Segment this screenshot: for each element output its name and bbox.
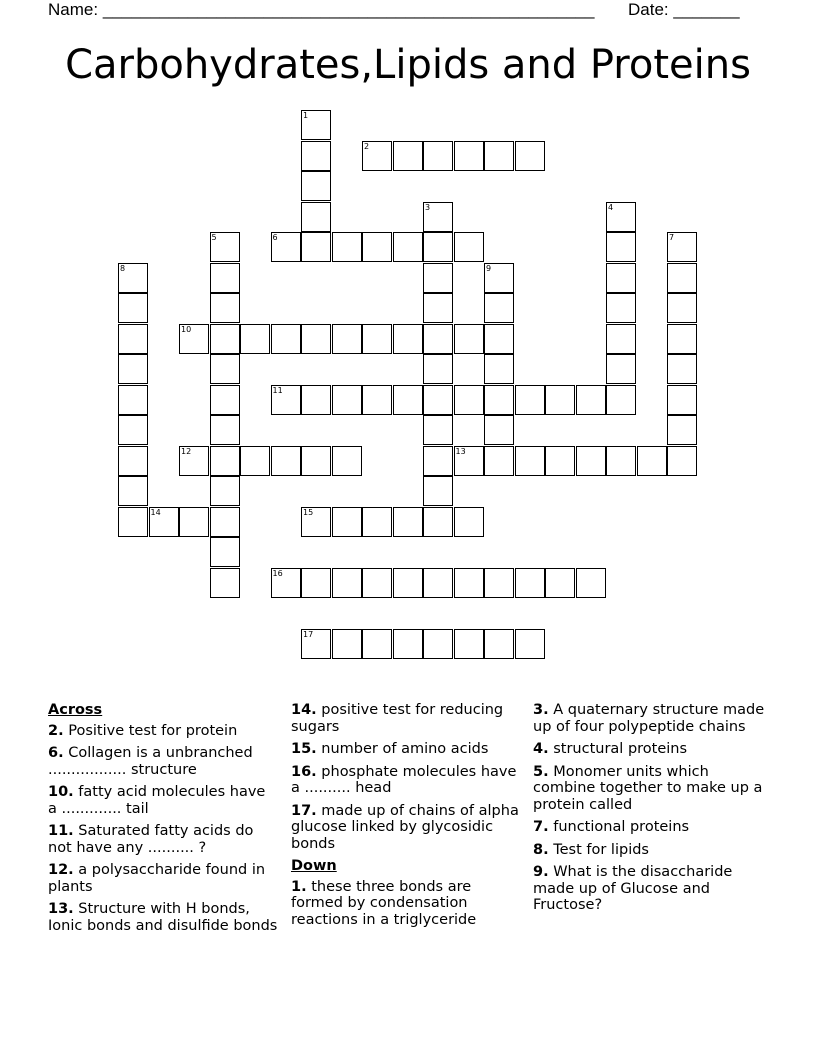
grid-cell[interactable] — [454, 324, 484, 354]
grid-cell[interactable] — [484, 446, 514, 476]
grid-cell[interactable] — [301, 629, 331, 659]
grid-cell[interactable] — [210, 507, 240, 537]
grid-cell[interactable] — [362, 568, 392, 598]
grid-cell[interactable] — [362, 385, 392, 415]
grid-cell[interactable] — [210, 385, 240, 415]
clue-number: 14 — [150, 507, 161, 517]
grid-cell[interactable] — [393, 568, 423, 598]
grid-cell[interactable] — [423, 476, 453, 506]
grid-cell[interactable] — [576, 568, 606, 598]
grid-cell[interactable] — [423, 446, 453, 476]
name-label: Name: — [48, 0, 99, 19]
grid-cell[interactable] — [423, 354, 453, 384]
across-heading: Across — [48, 702, 103, 718]
grid-cell[interactable] — [606, 202, 636, 232]
grid-cell[interactable] — [332, 324, 362, 354]
grid-cell[interactable] — [423, 507, 453, 537]
grid-cell[interactable] — [301, 202, 331, 232]
grid-cell[interactable] — [393, 232, 423, 262]
grid-cell[interactable] — [667, 354, 697, 384]
grid-cell[interactable] — [484, 415, 514, 445]
grid-cell[interactable] — [454, 446, 484, 476]
clue-number: 3 — [425, 202, 431, 212]
grid-cell[interactable] — [332, 568, 362, 598]
grid-cell[interactable] — [667, 293, 697, 323]
clue-across-17: 17. made up of chains of alpha glucose linked by glycosidic bonds — [291, 802, 519, 852]
grid-cell[interactable] — [484, 263, 514, 293]
grid-cell[interactable] — [271, 446, 301, 476]
clue-across-10: 10. fatty acid molecules have a ............. tail — [48, 784, 266, 817]
grid-cell[interactable] — [118, 385, 148, 415]
clue-down-4: 4. structural proteins — [533, 741, 688, 757]
clue-across-12: 12. a polysaccharide found in plants — [48, 862, 266, 895]
grid-cell[interactable] — [210, 415, 240, 445]
grid-cell[interactable] — [332, 629, 362, 659]
grid-cell[interactable] — [606, 385, 636, 415]
grid-cell[interactable] — [210, 232, 240, 262]
clue-number: 1 — [303, 111, 309, 120]
grid-cell[interactable] — [301, 568, 331, 598]
grid-cell[interactable] — [606, 232, 636, 262]
grid-cell[interactable] — [423, 324, 453, 354]
grid-cell[interactable] — [393, 629, 423, 659]
name-blank[interactable]: ____________________________________________________ — [102, 0, 595, 19]
grid-cell[interactable] — [210, 446, 240, 476]
grid-cell[interactable] — [210, 476, 240, 506]
grid-cell[interactable] — [118, 446, 148, 476]
grid-cell[interactable] — [118, 415, 148, 445]
grid-cell[interactable] — [667, 415, 697, 445]
clue-number: 12 — [181, 446, 192, 456]
grid-cell[interactable] — [118, 263, 148, 293]
clue-number: 9 — [486, 263, 492, 273]
grid-cell[interactable] — [362, 141, 392, 171]
clue-down-8: 8. Test for lipids — [533, 841, 649, 858]
clue-across-16: 16. phosphate molecules have a .......... head — [291, 763, 517, 796]
clue-number: 4 — [608, 202, 614, 212]
grid-cell[interactable] — [240, 324, 270, 354]
clue-down-3: 3. A quaternary structure made up of four polypeptide chains — [533, 702, 765, 735]
clue-number: 2 — [364, 141, 370, 151]
clue-column-3 — [533, 702, 773, 920]
grid-cell[interactable] — [362, 507, 392, 537]
grid-cell[interactable] — [667, 385, 697, 415]
grid-cell[interactable] — [362, 629, 392, 659]
grid-cell[interactable] — [393, 385, 423, 415]
grid-cell[interactable] — [484, 629, 514, 659]
grid-cell[interactable] — [301, 324, 331, 354]
grid-cell[interactable] — [393, 324, 423, 354]
grid-cell[interactable] — [393, 141, 423, 171]
grid-cell[interactable] — [332, 507, 362, 537]
grid-cell[interactable] — [423, 293, 453, 323]
grid-cell[interactable] — [271, 385, 301, 415]
grid-cell[interactable] — [149, 507, 179, 537]
grid-cell[interactable] — [484, 324, 514, 354]
grid-cell[interactable] — [301, 385, 331, 415]
grid-cell[interactable] — [301, 507, 331, 537]
grid-cell[interactable] — [606, 446, 636, 476]
grid-cell[interactable] — [606, 263, 636, 293]
grid-cell[interactable] — [423, 263, 453, 293]
grid-cell[interactable] — [606, 324, 636, 354]
grid-cell[interactable] — [515, 446, 545, 476]
page-title: Carbohydrates,Lipids and Proteins — [65, 42, 751, 88]
grid-cell[interactable] — [301, 232, 331, 262]
grid-cell[interactable] — [271, 568, 301, 598]
clue-across-6: 6. Collagen is a unbranched ................. structure — [48, 745, 253, 778]
grid-cell[interactable] — [454, 507, 484, 537]
grid-cell[interactable] — [637, 446, 667, 476]
grid-cell[interactable] — [423, 232, 453, 262]
clue-number: 8 — [120, 263, 126, 273]
grid-cell[interactable] — [210, 537, 240, 567]
grid-cell[interactable] — [454, 385, 484, 415]
grid-cell[interactable] — [606, 354, 636, 384]
grid-cell[interactable] — [606, 293, 636, 323]
date-label: Date: — [628, 0, 669, 19]
clue-column-2 — [291, 702, 523, 934]
clue-number: 6 — [272, 233, 278, 242]
grid-cell[interactable] — [118, 354, 148, 384]
grid-cell[interactable] — [423, 141, 453, 171]
clue-number: 15 — [303, 507, 314, 517]
clue-across-13: 13. Structure with H bonds, Ionic bonds and disulfide bonds — [48, 901, 278, 934]
grid-cell[interactable] — [362, 324, 392, 354]
grid-cell[interactable] — [118, 293, 148, 323]
grid-cell[interactable] — [454, 141, 484, 171]
grid-cell[interactable] — [545, 385, 575, 415]
grid-cell[interactable] — [118, 324, 148, 354]
date-blank[interactable]: _______ — [673, 0, 740, 19]
grid-cell[interactable] — [210, 293, 240, 323]
clue-across-15: 15. number of amino acids — [291, 741, 489, 757]
clue-number: 13 — [455, 446, 466, 456]
grid-cell[interactable] — [332, 232, 362, 262]
grid-cell[interactable] — [271, 324, 301, 354]
grid-cell[interactable] — [484, 385, 514, 415]
grid-cell[interactable] — [454, 568, 484, 598]
grid-cell[interactable] — [484, 354, 514, 384]
grid-cell[interactable] — [423, 202, 453, 232]
grid-cell[interactable] — [484, 141, 514, 171]
grid-cell[interactable] — [484, 568, 514, 598]
clue-down-1: 1. these three bonds are formed by condensation reactions in a triglyceride — [291, 878, 477, 928]
clue-number: 10 — [181, 324, 192, 334]
grid-cell[interactable] — [240, 446, 270, 476]
grid-cell[interactable] — [667, 324, 697, 354]
grid-cell[interactable] — [301, 110, 331, 140]
clue-down-7: 7. functional proteins — [533, 819, 690, 835]
grid-cell[interactable] — [515, 141, 545, 171]
grid-cell[interactable] — [332, 385, 362, 415]
grid-cell[interactable] — [423, 568, 453, 598]
grid-cell[interactable] — [179, 507, 209, 537]
grid-cell[interactable] — [576, 385, 606, 415]
grid-cell[interactable] — [301, 141, 331, 171]
grid-cell[interactable] — [332, 446, 362, 476]
clue-number: 7 — [669, 233, 675, 242]
grid-cell[interactable] — [271, 232, 301, 262]
clue-down-5: 5. Monomer units which combine together to make up a protein called — [533, 763, 763, 813]
grid-cell[interactable] — [667, 446, 697, 476]
grid-cell[interactable] — [423, 385, 453, 415]
grid-cell[interactable] — [423, 415, 453, 445]
grid-cell[interactable] — [454, 629, 484, 659]
grid-cell[interactable] — [301, 446, 331, 476]
grid-cell[interactable] — [515, 629, 545, 659]
clue-number: 16 — [272, 568, 283, 578]
grid-cell[interactable] — [423, 629, 453, 659]
grid-cell[interactable] — [118, 507, 148, 537]
grid-cell[interactable] — [179, 324, 209, 354]
grid-cell[interactable] — [301, 171, 331, 201]
grid-cell[interactable] — [393, 507, 423, 537]
grid-cell[interactable] — [484, 293, 514, 323]
clue-number: 5 — [211, 233, 217, 242]
grid-cell[interactable] — [179, 446, 209, 476]
grid-cell[interactable] — [118, 476, 148, 506]
grid-cell[interactable] — [545, 446, 575, 476]
grid-cell[interactable] — [667, 232, 697, 262]
grid-cell[interactable] — [515, 385, 545, 415]
grid-cell[interactable] — [210, 354, 240, 384]
clue-across-11: 11. Saturated fatty acids do not have any .......... ? — [48, 823, 254, 856]
clue-number: 17 — [303, 629, 314, 639]
clue-number: 11 — [272, 385, 283, 395]
clue-down-9: 9. What is the disaccharide made up of Glucose and Fructose? — [533, 864, 733, 913]
grid-cell[interactable] — [545, 568, 575, 598]
clue-across-2: 2. Positive test for protein — [48, 722, 238, 739]
grid-cell[interactable] — [362, 232, 392, 262]
grid-cell[interactable] — [210, 324, 240, 354]
clue-across-14: 14. positive test for reducing sugars — [291, 702, 504, 735]
grid-cell[interactable] — [667, 263, 697, 293]
grid-cell[interactable] — [515, 568, 545, 598]
clue-column-1 — [48, 702, 278, 940]
grid-cell[interactable] — [210, 263, 240, 293]
down-heading: Down — [291, 858, 337, 874]
grid-cell[interactable] — [210, 568, 240, 598]
grid-cell[interactable] — [576, 446, 606, 476]
grid-cell[interactable] — [454, 232, 484, 262]
